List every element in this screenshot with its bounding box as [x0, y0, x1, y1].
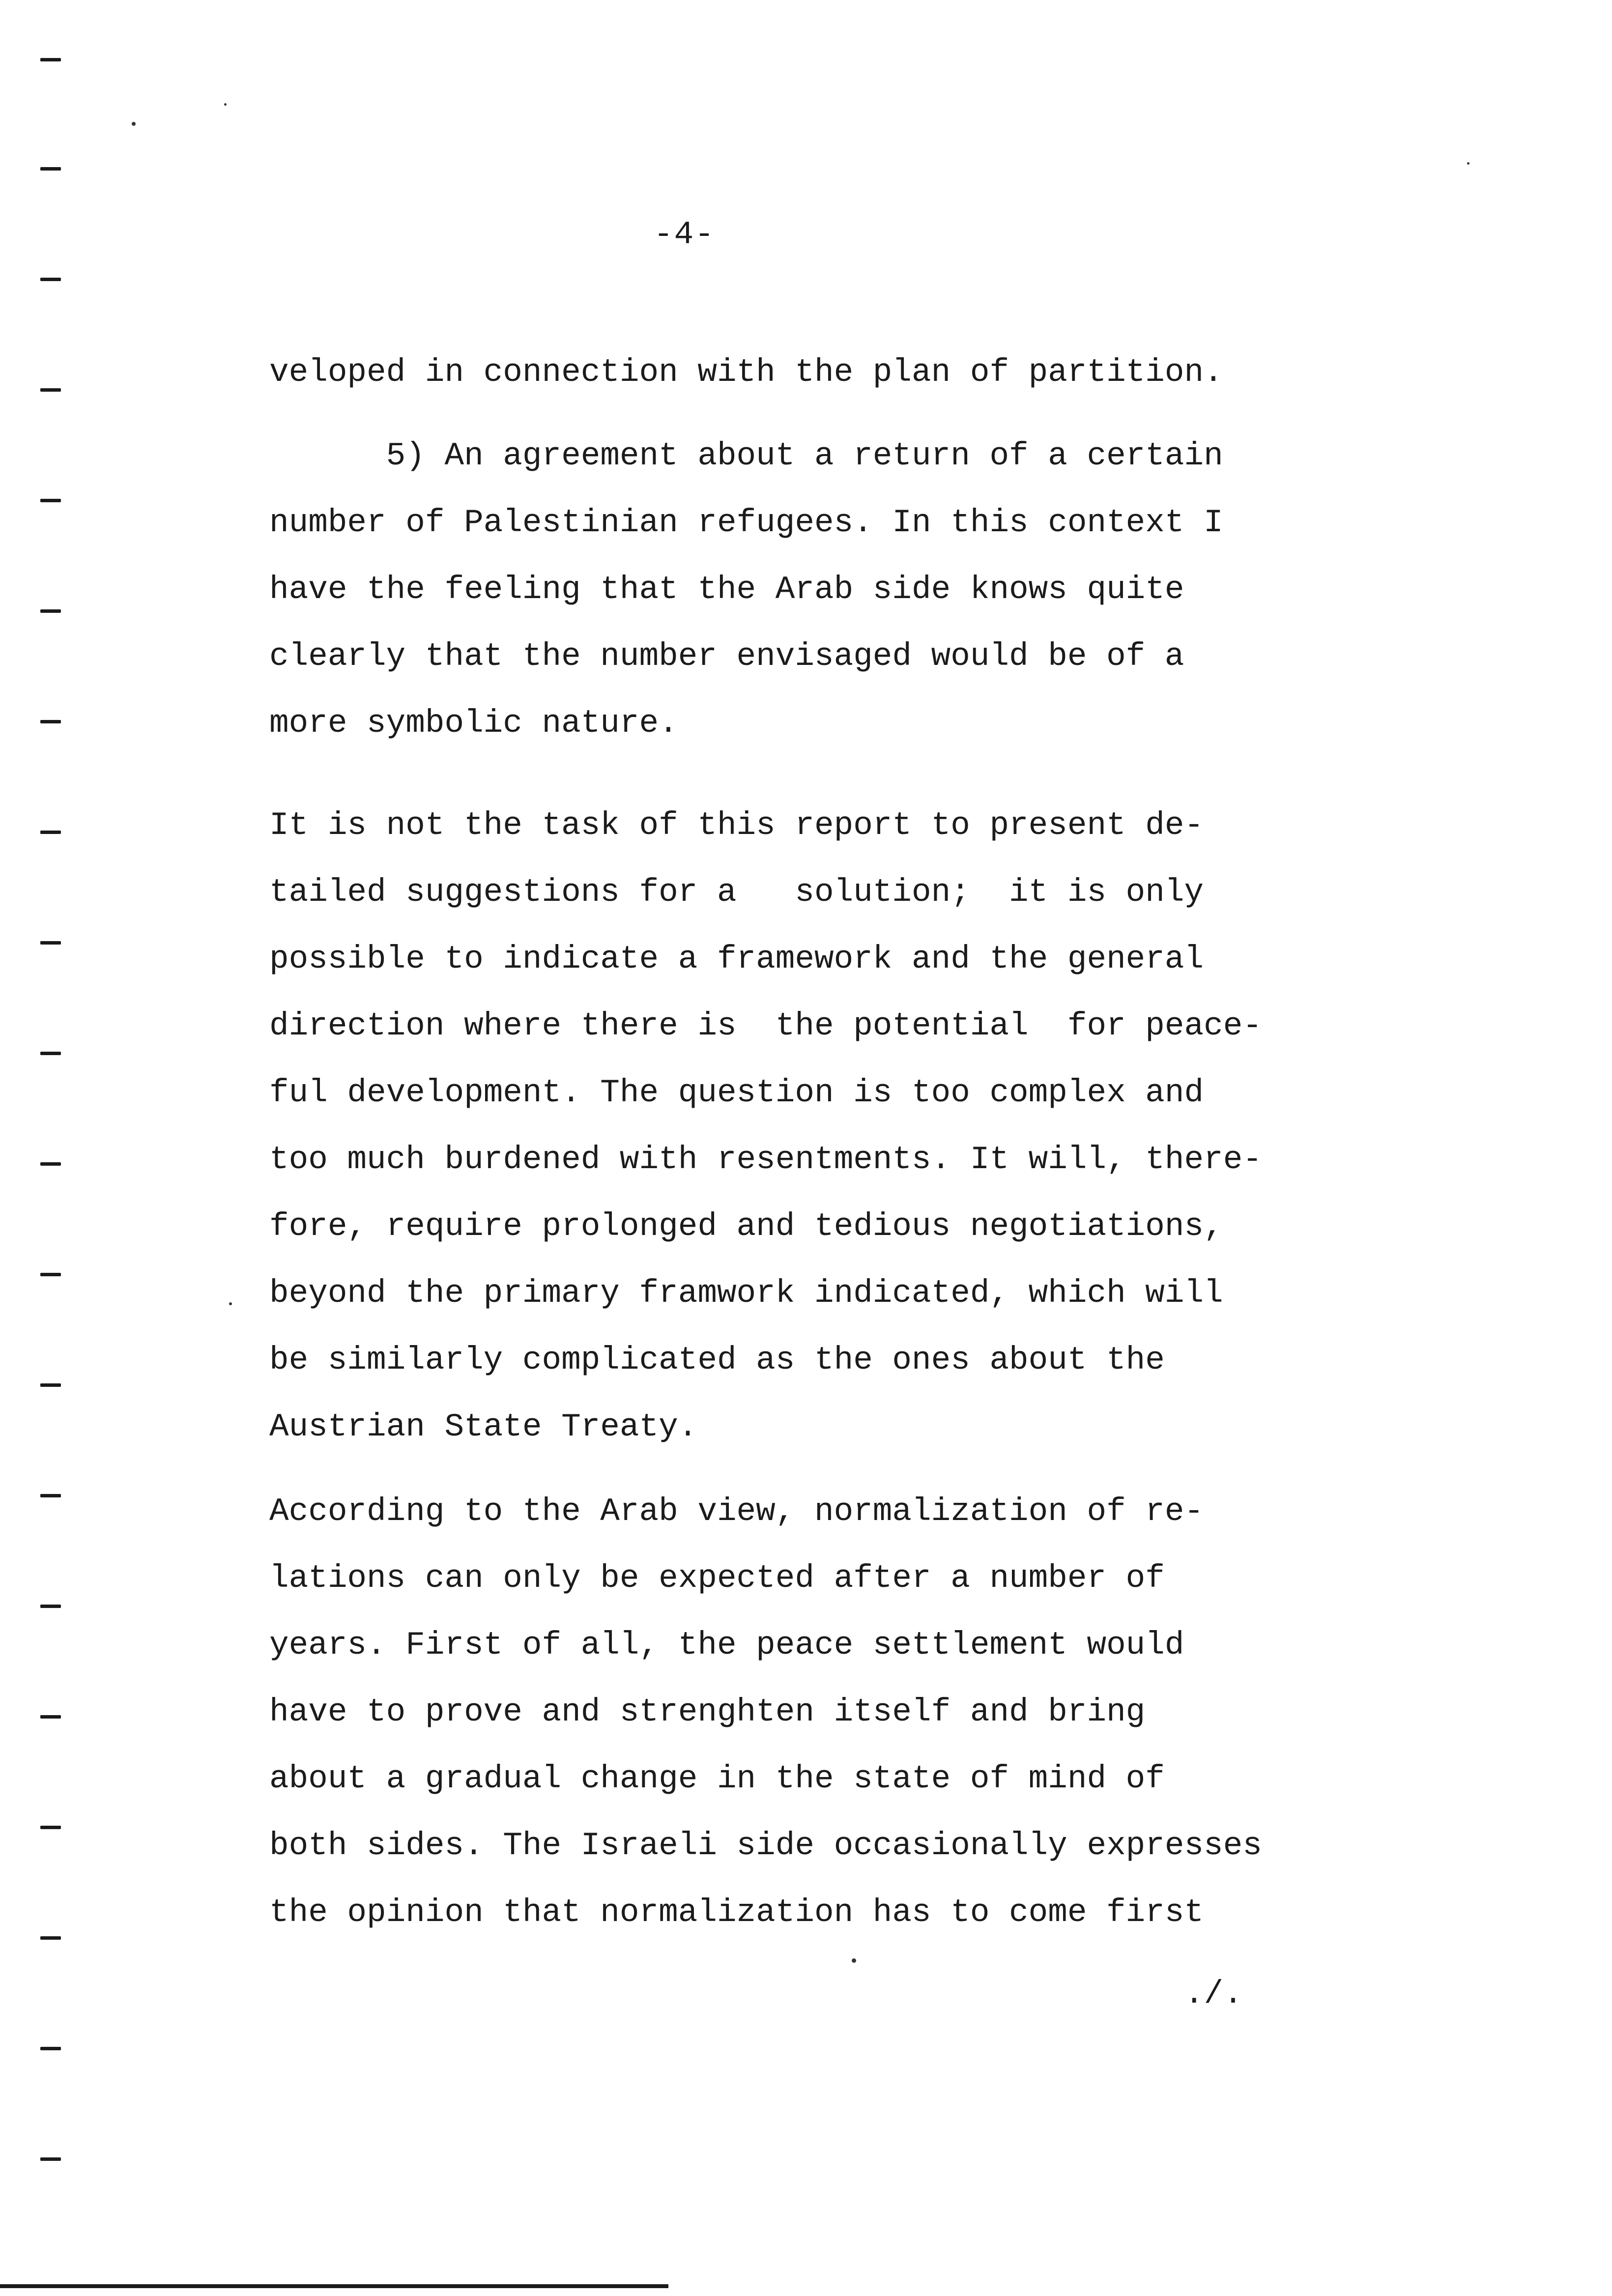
text-line: direction where there is the potential for peace-: [269, 1007, 1262, 1044]
binding-mark: [40, 1494, 61, 1497]
binding-mark: [40, 1715, 61, 1719]
text-line: about a gradual change in the state of mind of: [269, 1760, 1165, 1797]
text-line: more symbolic nature.: [269, 705, 678, 742]
binding-mark: [40, 2047, 61, 2050]
text-line: number of Palestinian refugees. In this context I: [269, 504, 1223, 541]
text-line: beyond the primary framwork indicated, which will: [269, 1275, 1223, 1312]
text-line: years. First of all, the peace settlement would: [269, 1627, 1184, 1664]
text-line: fore, require prolonged and tedious negotiations,: [269, 1208, 1223, 1245]
text-line: lations can only be expected after a number of: [269, 1560, 1165, 1597]
text-line: be similarly complicated as the ones about the: [269, 1342, 1165, 1378]
text-line: have to prove and strenghten itself and bring: [269, 1693, 1146, 1730]
speck: [132, 122, 136, 126]
binding-mark: [40, 1273, 61, 1276]
speck: [852, 1958, 856, 1963]
binding-mark: [40, 58, 61, 61]
binding-mark: [40, 941, 61, 945]
binding-mark: [40, 1383, 61, 1387]
binding-mark: [40, 388, 61, 392]
speck: [1467, 162, 1469, 165]
binding-mark: [40, 1052, 61, 1055]
binding-mark: [40, 831, 61, 834]
text-line: too much burdened with resentments. It will, there-: [269, 1141, 1262, 1178]
text-line: both sides. The Israeli side occasionally expresses: [269, 1827, 1262, 1864]
text-line: have the feeling that the Arab side knows quite: [269, 571, 1184, 608]
binding-mark: [40, 1936, 61, 1940]
page-number: -4-: [654, 216, 715, 253]
text-line: possible to indicate a framework and the general: [269, 941, 1204, 977]
binding-mark: [40, 278, 61, 281]
text-line: Austrian State Treaty.: [269, 1408, 698, 1445]
speck: [224, 103, 227, 106]
binding-mark: [40, 720, 61, 723]
bottom-rule: [0, 2284, 668, 2288]
binding-mark: [40, 1605, 61, 1608]
binding-mark: [40, 499, 61, 502]
text-line: ful development. The question is too complex and: [269, 1074, 1204, 1111]
text-line: clearly that the number envisaged would be of a: [269, 638, 1184, 675]
binding-mark: [40, 1162, 61, 1166]
text-line: 5) An agreement about a return of a certain: [269, 437, 1223, 474]
binding-mark: [40, 2157, 61, 2161]
text-line: According to the Arab view, normalization of re-: [269, 1493, 1204, 1530]
binding-mark: [40, 167, 61, 171]
continuation-mark: ./.: [1184, 1976, 1243, 2012]
binding-mark: [40, 609, 61, 613]
binding-mark: [40, 1826, 61, 1829]
text-line: veloped in connection with the plan of partition.: [269, 354, 1223, 391]
text-line: the opinion that normalization has to come first: [269, 1894, 1204, 1931]
speck: [229, 1302, 232, 1305]
text-line: tailed suggestions for a solution; it is only: [269, 874, 1204, 911]
text-line: It is not the task of this report to present de-: [269, 807, 1204, 844]
